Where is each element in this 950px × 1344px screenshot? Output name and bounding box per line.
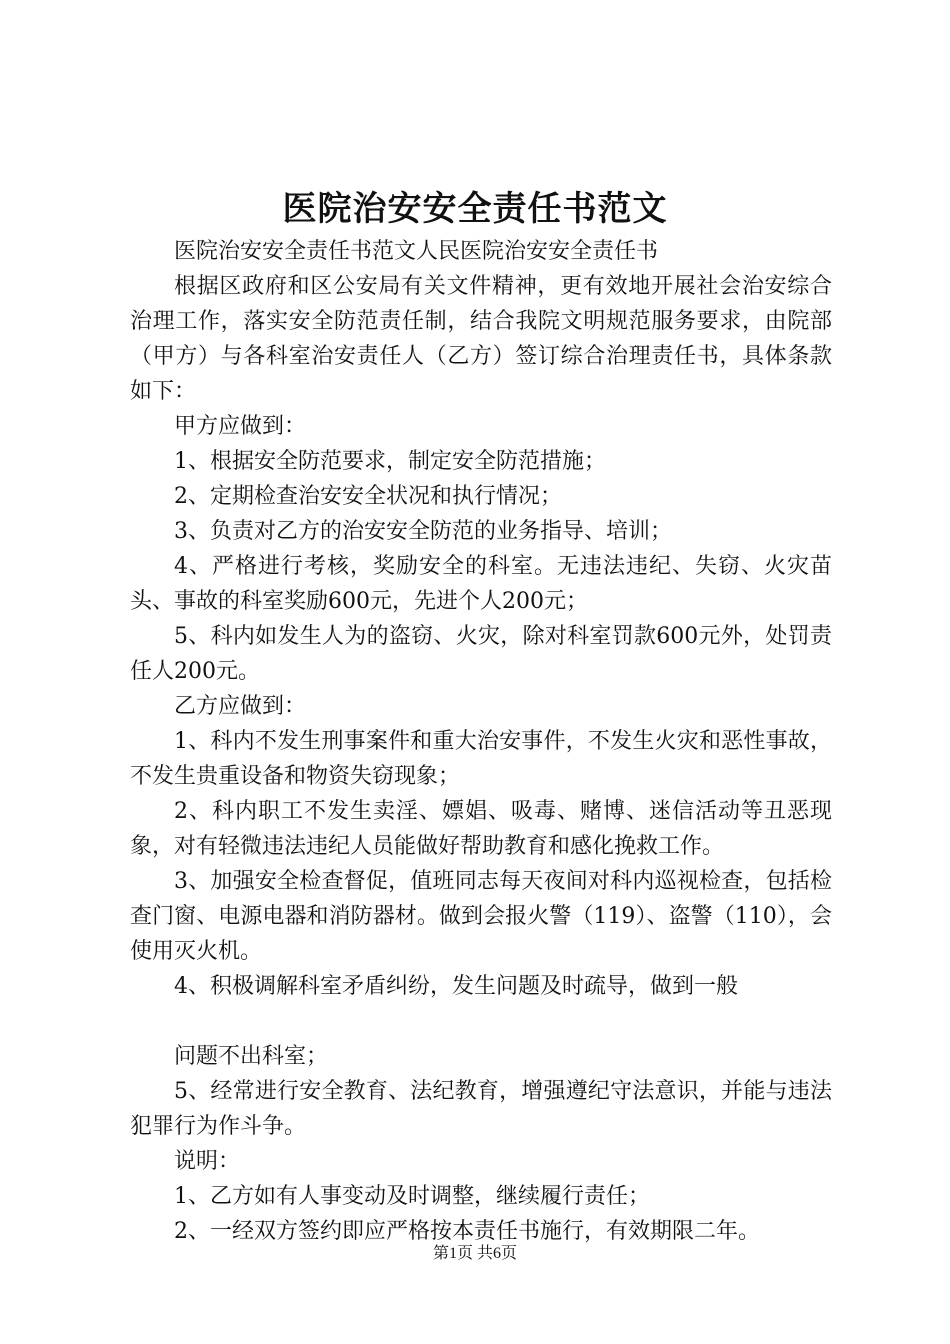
heading-notes: 说明：	[174, 1149, 241, 1174]
party-a-item-5: 5、科内如发生人为的盗窃、火灾，除对科室罚款600元外，处罚责任人200元。	[130, 624, 832, 684]
document-body	[130, 234, 832, 1249]
party-b-item-1: 1、科内不发生刑事案件和重大治安事件，不发生火灾和恶性事故，不发生贵重设备和物资失窃现象；	[130, 729, 832, 789]
party-b-item-3: 3、加强安全检查督促，值班同志每天夜间对科内巡视检查，包括检查门窗、电源电器和消防器材。做到会报火警（119）、盗警（110），会使用灭火机。	[130, 869, 832, 964]
notes-item-2: 2、一经双方签约即应严格按本责任书施行，有效期限二年。	[174, 1219, 760, 1244]
party-a-item-1: 1、根据安全防范要求，制定安全防范措施；	[174, 449, 606, 474]
heading-party-b: 乙方应做到：	[174, 694, 307, 719]
party-b-item-2: 2、科内职工不发生卖淫、嫖娼、吸毒、赌博、迷信活动等丑恶现象，对有轻微违法违纪人员能做好帮助教育和感化挽救工作。	[130, 799, 832, 859]
party-b-item-4-continued: 问题不出科室；	[174, 1044, 329, 1069]
paragraph-preamble: 根据区政府和区公安局有关文件精神，更有效地开展社会治安综合治理工作，落实安全防范责任制，结合我院文明规范服务要求，由院部（甲方）与各科室治安责任人（乙方）签订综合治理责任书，具体条款如下：	[130, 274, 832, 404]
party-b-item-5: 5、经常进行安全教育、法纪教育，增强遵纪守法意识，并能与违法犯罪行为作斗争。	[130, 1079, 832, 1139]
party-a-item-3: 3、负责对乙方的治安安全防范的业务指导、培训；	[174, 519, 672, 544]
paragraph-intro: 医院治安安全责任书范文人民医院治安安全责任书	[174, 239, 659, 264]
party-a-item-2: 2、定期检查治安安全状况和执行情况；	[174, 484, 562, 509]
party-b-item-4: 4、积极调解科室矛盾纠纷，发生问题及时疏导，做到一般	[174, 974, 738, 999]
page-number: 第1页 共6页	[432, 1245, 517, 1262]
notes-item-1: 1、乙方如有人事变动及时调整，继续履行责任；	[174, 1184, 650, 1209]
heading-party-a: 甲方应做到：	[174, 414, 307, 439]
document-title: 医院治安安全责任书范文	[282, 189, 668, 229]
party-a-item-4: 4、严格进行考核，奖励安全的科室。无违法违纪、失窃、火灾苗头、事故的科室奖励600元，先进个人200元；	[130, 554, 832, 614]
